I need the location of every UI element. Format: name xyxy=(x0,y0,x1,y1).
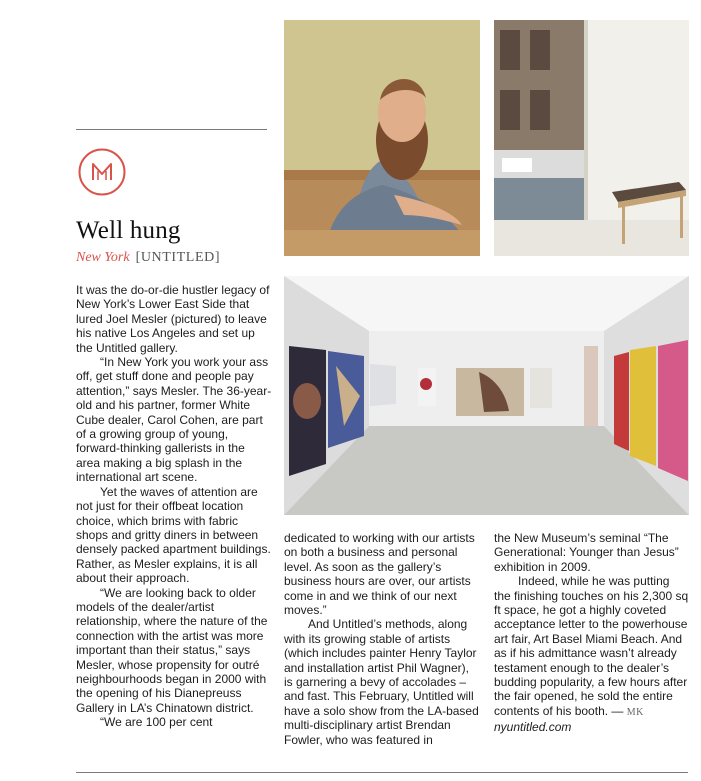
paragraph: dedicated to working with our artists on both a business and personal level. As soon as the gallery’s business hours are over, our artists come in and we think of our next moves.” xyxy=(284,531,475,618)
bottom-rule xyxy=(76,772,688,773)
kicker-city: New York xyxy=(76,250,130,265)
paragraph: It was the do-or-die hustler legacy of New York’s Lower East Side that lured Joel Mesler (pictured) to leave his native Los Angeles and set up the Untitled gallery. xyxy=(76,283,270,355)
top-rule xyxy=(76,129,267,130)
gallery-interior-photo xyxy=(284,276,689,515)
monocle-m-logo-icon xyxy=(77,147,127,197)
kicker-venue: [UNTITLED] xyxy=(135,250,221,265)
text-column-1 xyxy=(76,283,272,730)
text-column-3 xyxy=(494,531,689,735)
gallery-window-photo xyxy=(494,20,689,256)
paragraph: the New Museum’s seminal “The Generational: Younger than Jesus” exhibition in 2009. xyxy=(494,531,679,574)
paragraph: And Untitled’s methods, along with its growing stable of artists (which includes painter Henry Taylor and installation artist Phil Wagner), is garnering a bevy of accolades – and fast. This February, Untitled will have a solo show from the LA-based multi-disciplinary artist Brendan Fowler, who was featured in xyxy=(284,617,479,747)
headline: Well hung xyxy=(76,217,181,244)
paragraph: “We are 100 per cent xyxy=(100,715,213,730)
text-column-2 xyxy=(284,531,479,747)
paragraph: “In New York you work your ass off, get stuff done and people pay attention,” says Mesler. The 36-year-old and his partner, former White Cube dealer, Carol Cohen, are part of a growing group of young, forward-thinking gallerists in the area making a big splash in the international art scene. xyxy=(76,355,272,485)
website-url[interactable]: nyuntitled.com xyxy=(494,720,572,735)
author-initials: MK xyxy=(626,706,644,718)
paragraph: “We are looking back to older models of the dealer/artist relationship, where the nature of the connection with the artist was more important than their status,” says Mesler, whose propensity for outré neighbourhoods began in 2000 with the opening of his Dianepreuss Gallery in LA’s Chinatown district. xyxy=(76,585,268,715)
portrait-photo xyxy=(284,20,480,256)
kicker xyxy=(76,250,220,266)
paragraph xyxy=(494,574,689,720)
paragraph: Yet the waves of attention are not just for their offbeat location choice, which brims with fabric shops and gritty diners in between densely packed apartment buildings. Rather, as Mesler explains, it is all about their approach. xyxy=(76,484,271,586)
paragraph-text: Indeed, while he was putting the finishing touches on his 2,300 sq ft space, he got a highly coveted acceptance letter to the powerhouse art fair, Art Basel Miami Beach. And as if his admittance wasn’t already testament enough to the dealer’s budding popularity, a few hours after the fair opened, he sold the entire contents of his booth. — xyxy=(494,574,689,718)
